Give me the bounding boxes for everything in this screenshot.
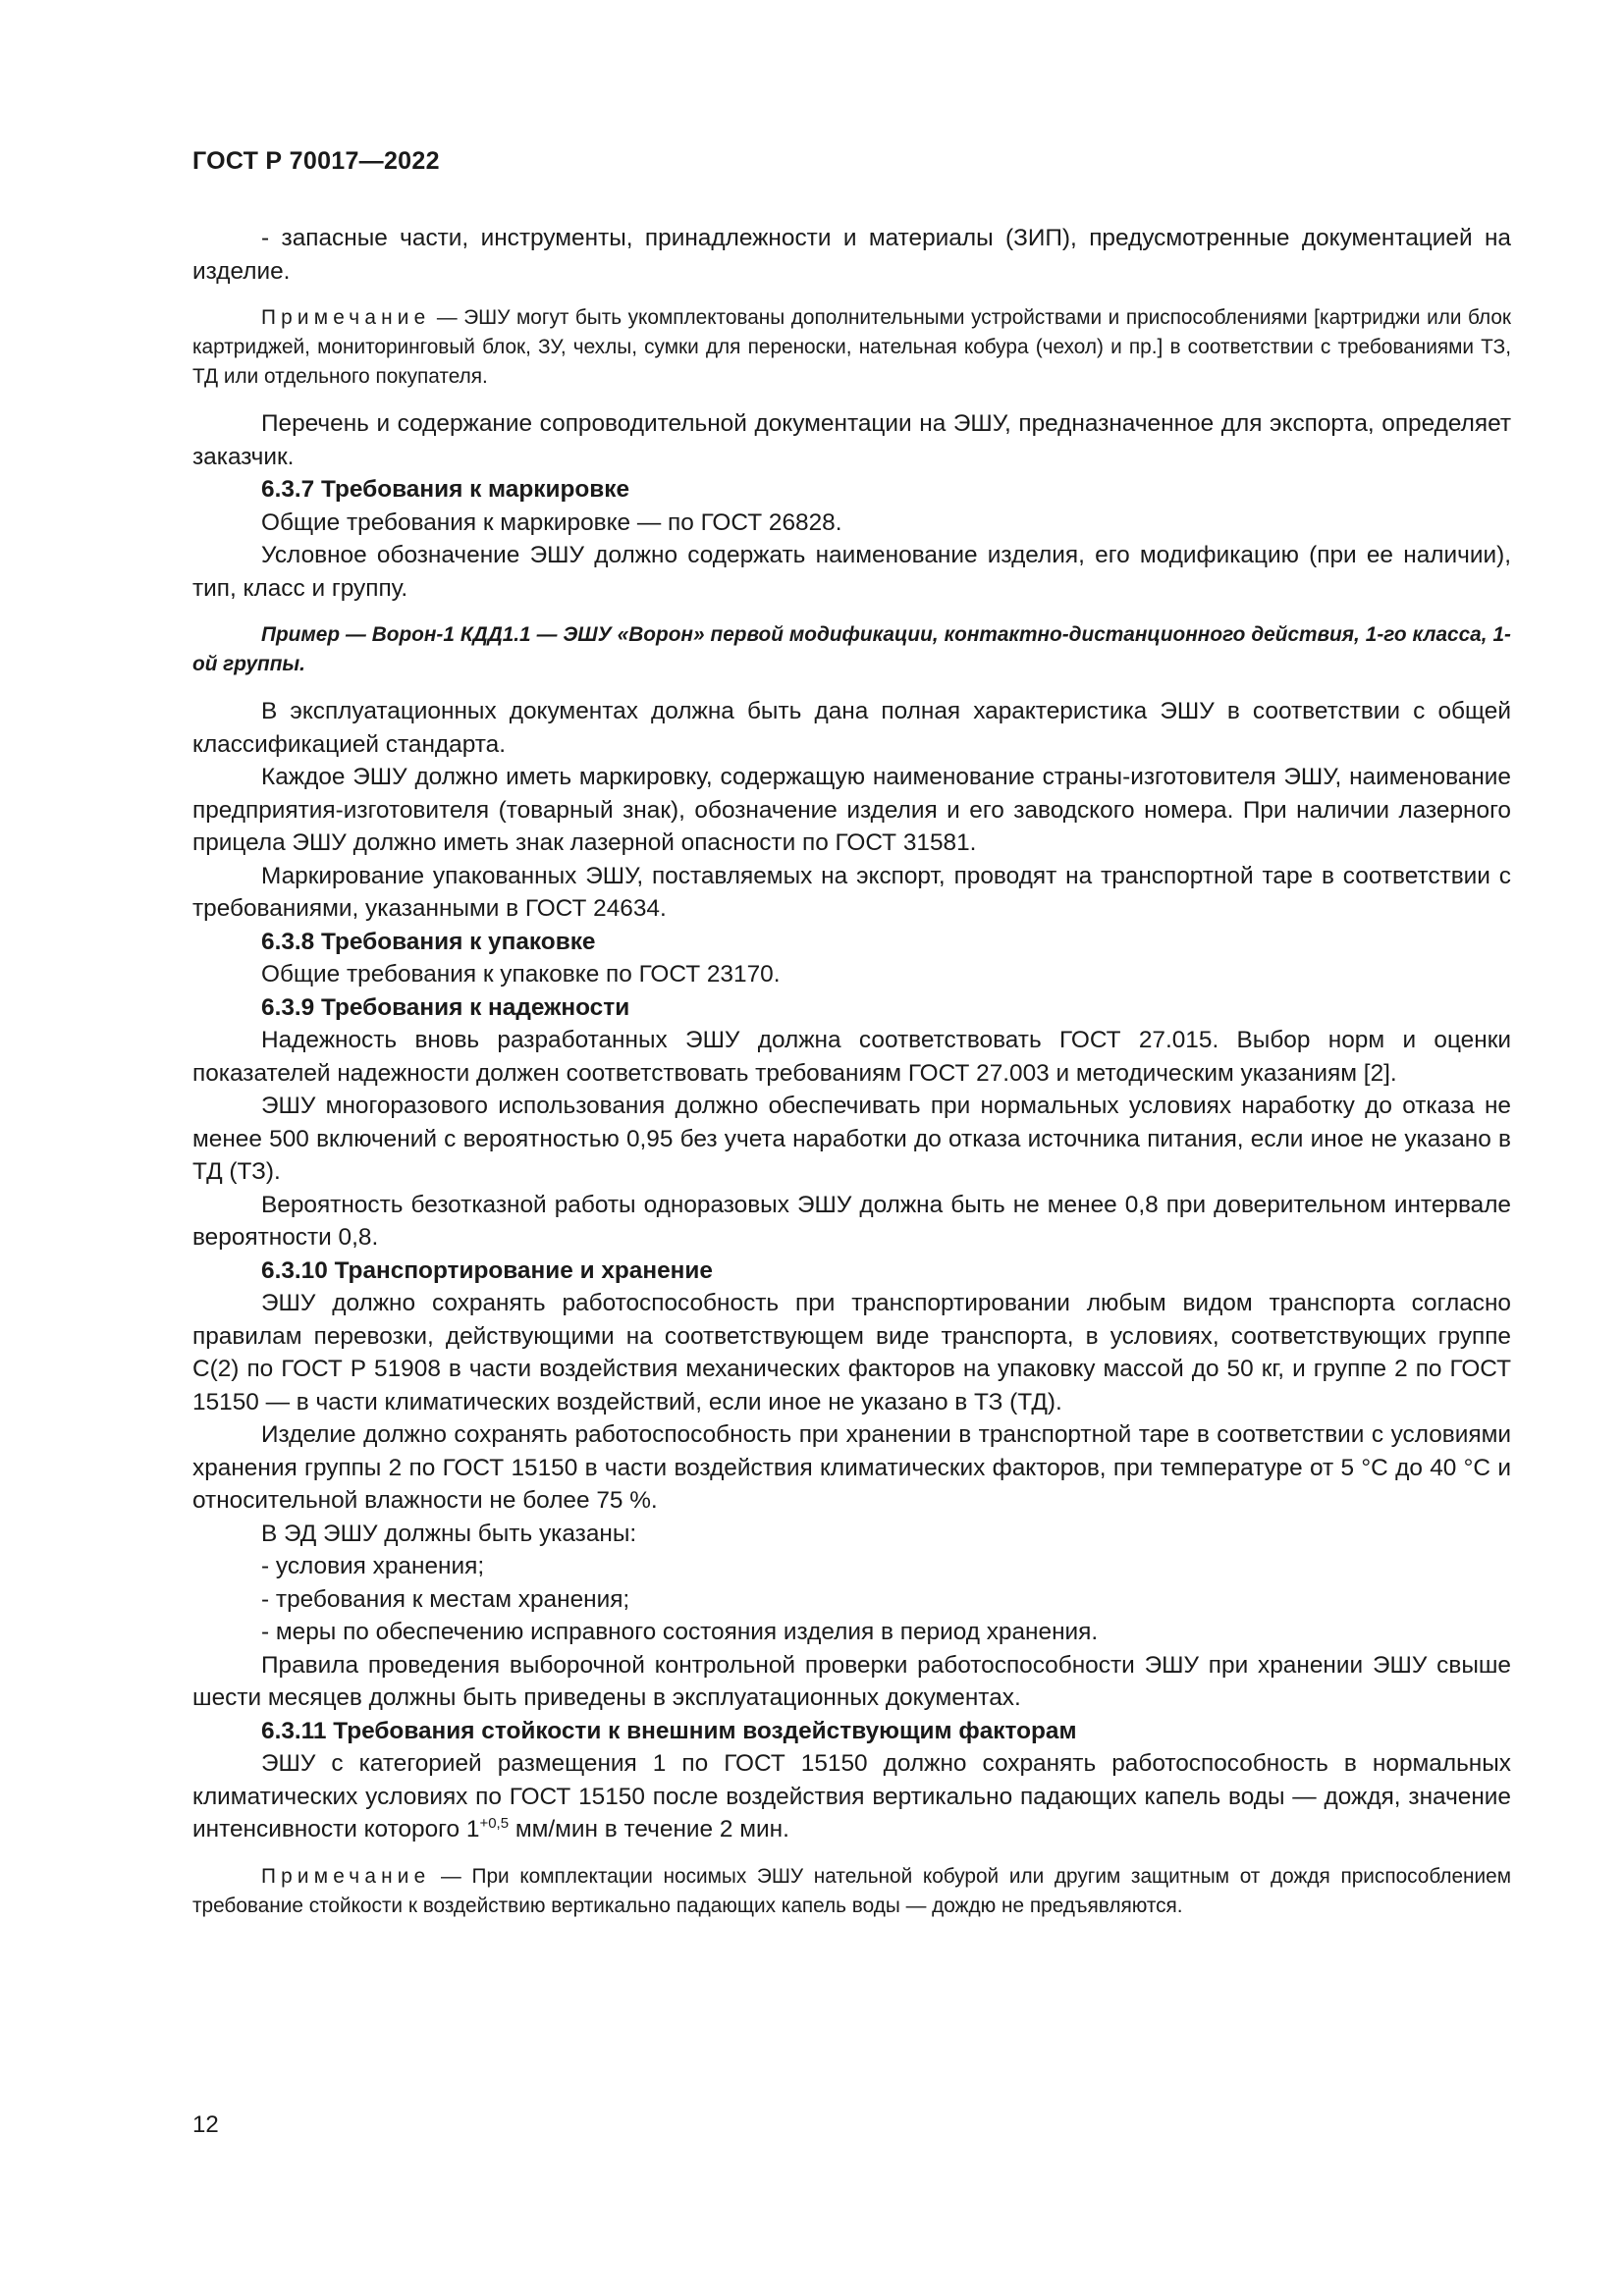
paragraph-export-marking: Маркирование упакованных ЭШУ, поставляемых на экспорт, проводят на транспортной таре в соответствии с требованиями, указанными в ГОСТ 24634.	[192, 862, 1511, 922]
section-heading-6-3-11: 6.3.11 Требования стойкости к внешним воздействующим факторам	[261, 1717, 1077, 1744]
note-text: — При комплектации носимых ЭШУ нательной кобурой или другим защитным от дождя приспособлением требование стойкости к воздействию вертикально падающих капель воды — дождю не предъявляются.	[192, 1864, 1511, 1917]
example-designation: Пример — Ворон-1 КДД1.1 — ЭШУ «Ворон» первой модификации, контактно-дистанционного действия, 1-го класса, 1-ой группы.	[192, 623, 1511, 675]
document-header: ГОСТ Р 70017—2022	[192, 147, 440, 175]
section-heading-6-3-9: 6.3.9 Требования к надежности	[261, 993, 630, 1021]
section-heading-6-3-10: 6.3.10 Транспортирование и хранение	[261, 1256, 713, 1284]
list-item-condition-measures: - меры по обеспечению исправного состояния изделия в период хранения.	[261, 1619, 1099, 1645]
paragraph-zip: - запасные части, инструменты, принадлежности и материалы (ЗИП), предусмотренные документацией на изделие.	[192, 225, 1511, 285]
paragraph-packaging: Общие требования к упаковке по ГОСТ 23170.	[261, 961, 781, 988]
section-heading-6-3-7: 6.3.7 Требования к маркировке	[261, 476, 630, 503]
page-number: 12	[192, 2111, 219, 2138]
paragraph-marking-content: Каждое ЭШУ должно иметь маркировку, содержащую наименование страны-изготовителя ЭШУ, наименование предприятия-изготовителя (товарный знак), обозначение изделия и его заводского номера. При наличии лазерного прицела ЭШУ должно иметь знак лазерной опасности по ГОСТ 31581.	[192, 764, 1511, 856]
list-item-storage-places: - требования к местам хранения;	[261, 1585, 630, 1613]
paragraph-inspection-rules: Правила проведения выборочной контрольной проверки работоспособности ЭШУ при хранении ЭШУ свыше шести месяцев должны быть приведены в эксплуатационных документах.	[192, 1651, 1511, 1711]
note-label: Примечание	[261, 1864, 431, 1888]
note-label: Примечание	[261, 306, 431, 329]
paragraph-transport: ЭШУ должно сохранять работоспособность при транспортировании любым видом транспорта согласно правилам перевозки, действующими на соответствующем виде транспорта, в условиях, соответствующих группе С(2) по ГОСТ Р 51908 в части воздействия механических факторов на упаковку массой до 50 кг, и группе 2 по ГОСТ 15150 — в части климатических воздействий, если иное не указано в ТЗ (ТД).	[192, 1290, 1511, 1415]
paragraph-designation: Условное обозначение ЭШУ должно содержать наименование изделия, его модификацию (при ее наличии), тип, класс и группу.	[192, 542, 1511, 602]
paragraph-operational-docs: В эксплуатационных документах должна быть дана полная характеристика ЭШУ в соответствии с общей классификацией стандарта.	[192, 698, 1511, 758]
paragraph-reliability: Надежность вновь разработанных ЭШУ должна соответствовать ГОСТ 27.015. Выбор норм и оценки показателей надежности должен соответствовать требованиям ГОСТ 27.003 и методическим указаниям [2].	[192, 1027, 1511, 1087]
paragraph-reusable: ЭШУ многоразового использования должно обеспечивать при нормальных условиях наработку до отказа не менее 500 включений с вероятностью 0,95 без учета наработки до отказа источника питания, если иное не указано в ТД (ТЗ).	[192, 1093, 1511, 1185]
note-text: — ЭШУ могут быть укомплектованы дополнительными устройствами и приспособлениями [картриджи или блок картриджей, мониторинговый блок, ЗУ, чехлы, сумки для переноски, нательная кобура (чехол) и пр.] в соответствии с требованиями ТЗ, ТД или отдельного покупателя.	[192, 306, 1511, 388]
paragraph-ed-list-intro: В ЭД ЭШУ должны быть указаны:	[261, 1520, 637, 1547]
section-heading-6-3-8: 6.3.8 Требования к упаковке	[261, 928, 596, 955]
paragraph-rain-resistance	[192, 1747, 1511, 1846]
rain-text-before: ЭШУ с категорией размещения 1 по ГОСТ 15150 должно сохранять работоспособность в нормальных климатических условиях по ГОСТ 15150 после воздействия вертикально падающих капель воды — дождя, значение интенсивности которого 1	[192, 1750, 1511, 1842]
paragraph-documentation: Перечень и содержание сопроводительной документации на ЭШУ, предназначенное для экспорта, определяет заказчик.	[192, 410, 1511, 470]
list-item-storage-conditions: - условия хранения;	[261, 1553, 485, 1579]
paragraph-disposable: Вероятность безотказной работы одноразовых ЭШУ должна быть не менее 0,8 при доверительном интервале вероятности 0,8.	[192, 1191, 1511, 1251]
rain-text-after: мм/мин в течение 2 мин.	[509, 1816, 789, 1842]
document-body	[192, 222, 1511, 1921]
rain-tolerance-sup: +0,5	[479, 1814, 510, 1832]
note-equipment	[192, 303, 1511, 392]
paragraph-marking-general: Общие требования к маркировке — по ГОСТ 26828.	[261, 508, 842, 536]
note-holster	[192, 1862, 1511, 1921]
paragraph-storage: Изделие должно сохранять работоспособность при хранении в транспортной таре в соответствии с условиями хранения группы 2 по ГОСТ 15150 в части воздействия климатических факторов, при температуре от 5 °С до 40 °С и относительной влажности не более 75 %.	[192, 1421, 1511, 1514]
